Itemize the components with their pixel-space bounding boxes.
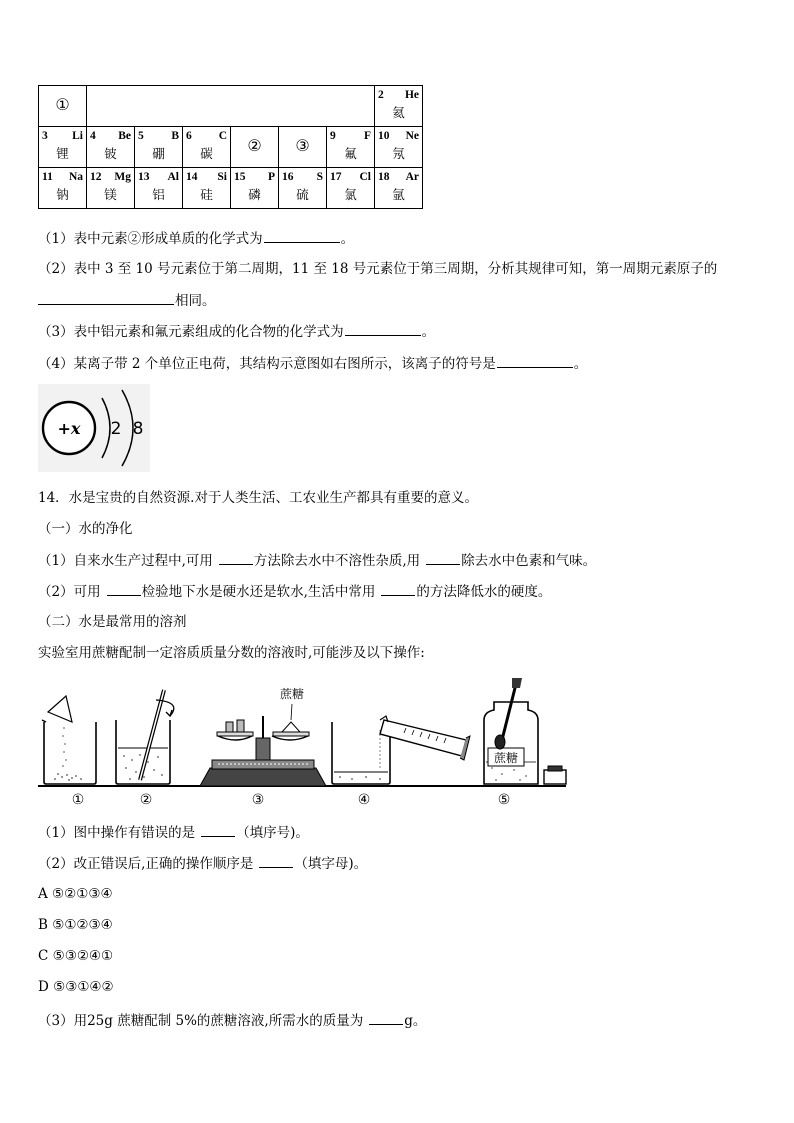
table-row bbox=[39, 127, 423, 168]
ion-structure-diagram bbox=[38, 384, 150, 472]
element-symbol: He bbox=[404, 89, 419, 101]
element-name: 铍 bbox=[104, 147, 117, 161]
table-cell-element bbox=[231, 168, 279, 209]
element-symbol: C bbox=[218, 130, 227, 142]
element-symbol: Cl bbox=[359, 171, 371, 183]
element-symbol: Ne bbox=[405, 130, 419, 142]
table-cell-mark bbox=[279, 127, 327, 168]
element-number: 3 bbox=[42, 130, 48, 142]
jar-label: 蔗糖 bbox=[493, 751, 519, 765]
element-name: 氯 bbox=[344, 188, 357, 202]
element-name: 镁 bbox=[104, 188, 117, 202]
element-name: 硅 bbox=[200, 188, 213, 202]
answer-blank[interactable] bbox=[369, 1011, 403, 1025]
operation-2-stir bbox=[116, 690, 174, 784]
element-mark: ③ bbox=[295, 138, 310, 155]
table-row bbox=[39, 168, 423, 209]
element-symbol: Si bbox=[217, 171, 227, 183]
operation-1-pour-sugar bbox=[42, 696, 96, 784]
q13-part3: （3）表中铝元素和氟元素组成的化合物的化学式为 。 bbox=[38, 324, 436, 340]
element-symbol: Mg bbox=[114, 171, 131, 183]
operation-5-take-sugar bbox=[484, 678, 566, 784]
table-cell-element bbox=[327, 168, 375, 209]
element-number: 15 bbox=[234, 171, 246, 183]
element-symbol: Na bbox=[68, 171, 83, 183]
element-number: 18 bbox=[378, 171, 390, 183]
shell-2-electrons: 8 bbox=[132, 419, 144, 439]
table-gap bbox=[87, 86, 375, 127]
element-symbol: Al bbox=[167, 171, 179, 183]
element-number: 13 bbox=[138, 171, 150, 183]
q14-s1-q2: （2）可用 检验地下水是硬水还是软水,生活中常用 的方法降低水的硬度。 bbox=[38, 584, 552, 600]
element-number: 16 bbox=[282, 171, 294, 183]
shell-1-electrons: 2 bbox=[110, 419, 122, 439]
element-number: 4 bbox=[90, 130, 96, 142]
nucleus-charge: +x bbox=[57, 419, 81, 438]
option-a[interactable]: A ⑤②①③④ bbox=[38, 886, 113, 902]
q14-section2-title: （二）水是最常用的溶剂 bbox=[38, 614, 187, 630]
table-cell-element bbox=[39, 127, 87, 168]
answer-blank[interactable] bbox=[38, 291, 174, 305]
answer-blank[interactable] bbox=[201, 823, 235, 837]
answer-blank[interactable] bbox=[497, 354, 573, 368]
q13-part1: （1）表中元素②形成单质的化学式为 。 bbox=[38, 231, 355, 247]
table-cell-element bbox=[375, 168, 423, 209]
figure-number-5: ⑤ bbox=[497, 792, 511, 808]
element-name: 钠 bbox=[56, 188, 69, 202]
element-symbol: Be bbox=[118, 130, 131, 142]
q14-stem: 14．水是宝贵的自然资源.对于人类生活、工农业生产都具有重要的意义。 bbox=[38, 490, 478, 506]
element-number: 6 bbox=[186, 130, 192, 142]
q14-s1-q1: （1）自来水生产过程中,可用 方法除去水中不溶性杂质,用 除去水中色素和气味。 bbox=[38, 553, 597, 569]
balance-sugar-label: 蔗糖 bbox=[279, 687, 305, 701]
element-symbol: F bbox=[363, 130, 371, 142]
table-cell-element bbox=[39, 168, 87, 209]
element-mark: ② bbox=[247, 138, 262, 155]
mark-1: ① bbox=[55, 97, 70, 114]
element-number: 14 bbox=[186, 171, 198, 183]
element-name: 氩 bbox=[392, 188, 405, 202]
table-row bbox=[39, 86, 423, 127]
element-number: 2 bbox=[378, 89, 384, 101]
table-cell-he bbox=[375, 86, 423, 127]
element-name: 氟 bbox=[344, 147, 357, 161]
answer-blank[interactable] bbox=[345, 322, 421, 336]
figure-number-4: ④ bbox=[357, 792, 371, 808]
element-name: 氦 bbox=[392, 106, 405, 120]
element-name: 锂 bbox=[56, 147, 69, 161]
element-symbol: P bbox=[267, 171, 275, 183]
table-cell-1 bbox=[39, 86, 87, 127]
q14-s2-q2: （2）改正错误后,正确的操作顺序是 （填字母)。 bbox=[38, 856, 368, 872]
element-number: 17 bbox=[330, 171, 342, 183]
q13-part4: （4）某离子带 2 个单位正电荷，其结构示意图如右图所示，该离子的符号是 。 bbox=[38, 356, 588, 372]
figure-number-3: ③ bbox=[251, 792, 265, 808]
element-name: 硫 bbox=[296, 188, 309, 202]
element-number: 10 bbox=[378, 130, 390, 142]
element-symbol: B bbox=[171, 130, 179, 142]
table-cell-element bbox=[375, 127, 423, 168]
periodic-table bbox=[38, 85, 423, 209]
table-cell-element bbox=[135, 127, 183, 168]
element-name: 铝 bbox=[152, 188, 165, 202]
element-symbol: Li bbox=[72, 130, 83, 142]
lab-operations-figure bbox=[36, 676, 572, 812]
element-symbol: Ar bbox=[405, 171, 419, 183]
answer-blank[interactable] bbox=[381, 582, 415, 596]
table-cell-element bbox=[279, 168, 327, 209]
element-number: 12 bbox=[90, 171, 102, 183]
element-name: 硼 bbox=[152, 147, 165, 161]
table-cell-element bbox=[87, 168, 135, 209]
operation-4-pour-water bbox=[332, 716, 470, 784]
table-cell-element bbox=[327, 127, 375, 168]
q13-part2a: （2）表中 3 至 10 号元素位于第二周期，11 至 18 号元素位于第三周期，分析其规律可知，第一周期元素原子的 bbox=[38, 261, 718, 277]
q13-part2b: 相同。 bbox=[38, 291, 216, 310]
figure-number-1: ① bbox=[71, 792, 85, 808]
option-b[interactable]: B ⑤①②③④ bbox=[38, 917, 113, 933]
answer-blank[interactable] bbox=[264, 229, 340, 243]
table-cell-element bbox=[183, 127, 231, 168]
q14-section1-title: （一）水的净化 bbox=[38, 521, 133, 537]
table-cell-element bbox=[183, 168, 231, 209]
element-name: 磷 bbox=[248, 188, 261, 202]
q14-s2-q3: （3）用25g 蔗糖配制 5%的蔗糖溶液,所需水的质量为 g。 bbox=[38, 1013, 427, 1029]
answer-blank[interactable] bbox=[107, 582, 141, 596]
element-name: 碳 bbox=[200, 147, 213, 161]
option-d[interactable]: D ⑤③①④② bbox=[38, 979, 114, 995]
element-number: 11 bbox=[42, 171, 53, 183]
answer-blank[interactable] bbox=[219, 551, 253, 565]
answer-blank[interactable] bbox=[426, 551, 460, 565]
table-cell-element bbox=[135, 168, 183, 209]
option-c[interactable]: C ⑤③②④① bbox=[38, 948, 114, 964]
element-number: 5 bbox=[138, 130, 144, 142]
q14-intro: 实验室用蔗糖配制一定溶质质量分数的溶液时,可能涉及以下操作: bbox=[38, 645, 425, 661]
table-cell-mark bbox=[231, 127, 279, 168]
table-cell-element bbox=[87, 127, 135, 168]
element-name: 氖 bbox=[392, 147, 405, 161]
answer-blank[interactable] bbox=[259, 854, 293, 868]
q14-s2-q1: （1）图中操作有错误的是 （填序号)。 bbox=[38, 825, 309, 841]
figure-number-2: ② bbox=[139, 792, 153, 808]
operation-3-balance bbox=[200, 686, 326, 786]
element-number: 9 bbox=[330, 130, 336, 142]
element-symbol: S bbox=[316, 171, 323, 183]
